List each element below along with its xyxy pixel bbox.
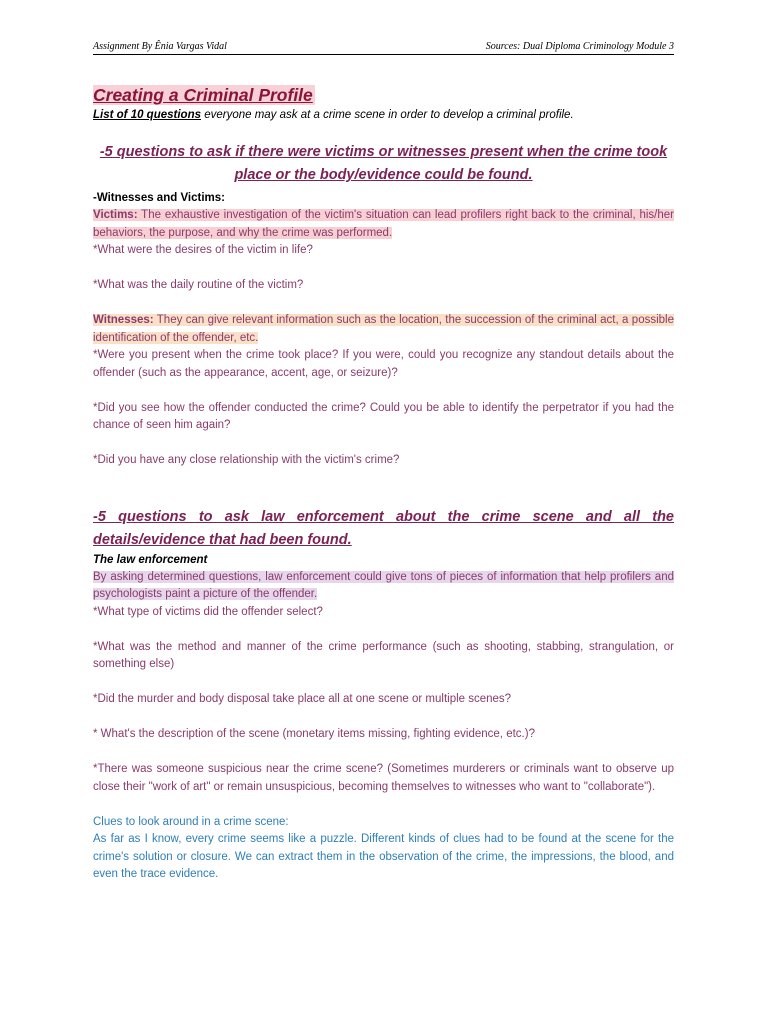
victims-text: The exhaustive investigation of the victim's situation can lead profilers right back to the criminal, his/her behaviors, the purpose, and why the crime was performed.: [93, 209, 674, 239]
question-victim-type: *What type of victims did the offender select?: [93, 605, 323, 618]
witnesses-label: Witnesses:: [93, 314, 154, 326]
section2-subheading: The law enforcement: [93, 553, 208, 566]
section2-heading: -5 questions to ask law enforcement about the crime scene and all the details/evidence that had been found.: [93, 508, 674, 548]
clues-heading: Clues to look around in a crime scene:: [93, 815, 289, 828]
question-suspicious-person: *There was someone suspicious near the crime scene? (Sometimes murderers or criminals want to observe up close their "work of art" or remain unsuspicious, becoming themselves to witnesses who want to "collaborate").: [93, 763, 674, 793]
clues-paragraph: As far as I know, every crime seems like a puzzle. Different kinds of clues had to be found at the scene for the crime's solution or closure. We can extract them in the observation of the crime, the impressions, the blood, and even the trace evidence.: [93, 833, 674, 880]
header-sources: Sources: Dual Diploma Criminology Module 3: [485, 41, 674, 52]
question-scene-count: *Did the murder and body disposal take place all at one scene or multiple scenes?: [93, 693, 512, 705]
intro-rest: everyone may ask at a crime scene in order to develop a criminal profile.: [201, 109, 574, 121]
document-page: [93, 40, 674, 884]
question-victim-desires: *What were the desires of the victim in life?: [93, 244, 313, 256]
question-witness-present: *Were you present when the crime took place? If you were, could you recognize any standout details about the offender (such as the appearance, accent, age, or seizure)?: [93, 349, 674, 379]
question-method-manner: *What was the method and manner of the crime performance (such as shooting, stabbing, strangulation, or something else): [93, 640, 674, 670]
intro-bold: List of 10 questions: [93, 109, 201, 121]
header-author: Assignment By Ênia Vargas Vidal: [93, 41, 227, 52]
section1-heading: -5 questions to ask if there were victims or witnesses present when the crime took place or the body/evidence could be found.: [99, 144, 668, 183]
document-title: Creating a Criminal Profile: [93, 85, 313, 105]
victims-paragraph: [93, 207, 674, 242]
intro-line: [93, 107, 674, 124]
question-victim-routine: *What was the daily routine of the victim?: [93, 279, 304, 291]
victims-label: Victims:: [93, 209, 138, 221]
witnesses-paragraph: [93, 312, 674, 347]
question-witness-relationship: *Did you have any close relationship with the victim's crime?: [93, 454, 400, 466]
question-witness-saw-offender: *Did you see how the offender conducted the crime? Could you be able to identify the perpetrator if you had the chance of seen him again?: [93, 401, 674, 431]
witnesses-text: They can give relevant information such as the location, the succession of the criminal act, a possible identification of the offender, etc.: [93, 314, 674, 344]
section1-subheading: -Witnesses and Victims:: [93, 192, 225, 204]
page-header: [93, 40, 674, 55]
question-scene-description: * What's the description of the scene (monetary items missing, fighting evidence, etc.)?: [93, 728, 535, 740]
law-enforcement-intro: By asking determined questions, law enforcement could give tons of pieces of information that help profilers and psychologists paint a picture of the offender.: [93, 570, 674, 600]
